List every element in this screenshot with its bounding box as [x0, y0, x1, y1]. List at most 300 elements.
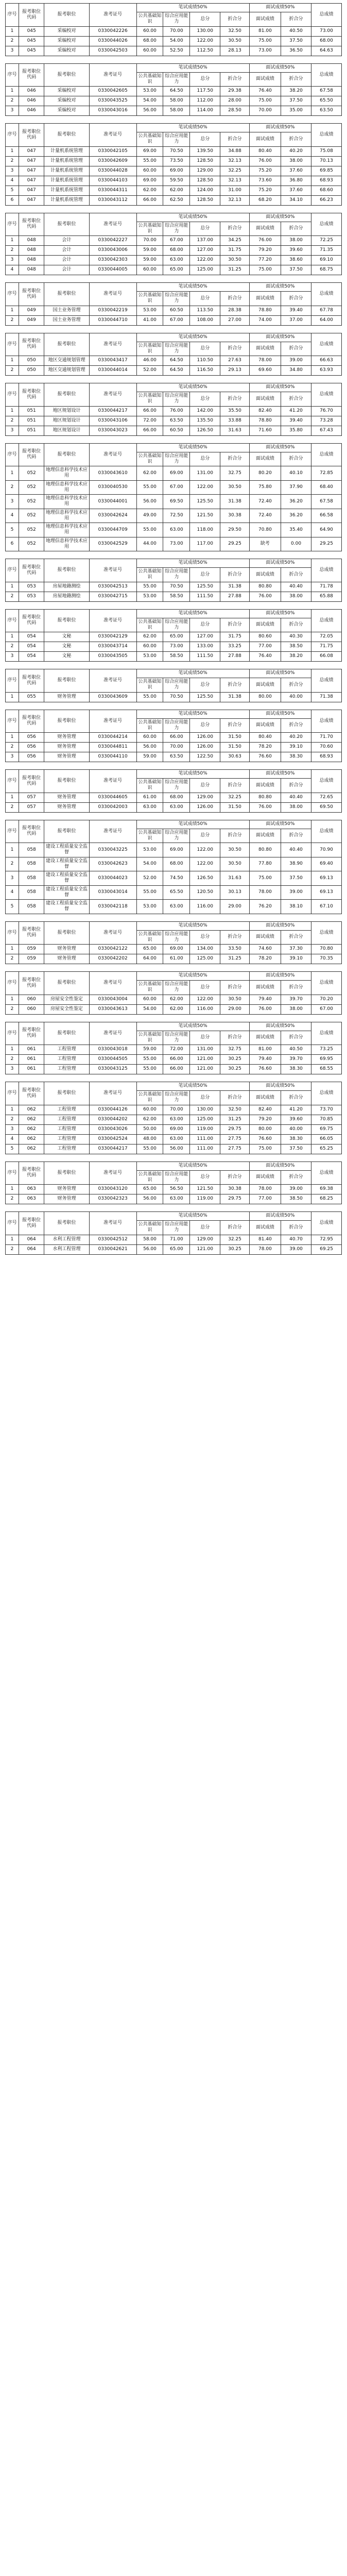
table-row: [6, 26, 342, 36]
cell-seq: 1: [6, 87, 19, 96]
cell-exam-no: 0330043006: [89, 246, 136, 256]
header-interview-score: 面试成绩: [249, 292, 281, 306]
header-gen-ability: 公共基础知识: [136, 292, 163, 306]
cell-interview-score: 76.00: [249, 592, 281, 601]
header-exam-no: 准考证号: [89, 1082, 136, 1105]
cell-pos-name: 地区规划设计: [44, 406, 89, 416]
header-pos-code: 报考职位代码: [19, 63, 44, 87]
header-interview-pct: 折合分: [281, 618, 311, 632]
cell-interview-pct: 38.00: [281, 1004, 311, 1014]
cell-written-comp: 74.50: [163, 871, 190, 886]
table-row: [6, 537, 342, 551]
cell-interview-pct: 39.00: [281, 885, 311, 900]
table-row: [6, 793, 342, 802]
cell-interview-score: 75.80: [249, 480, 281, 495]
cell-pos-code: 045: [19, 26, 44, 36]
score-table-section: [5, 559, 342, 602]
cell-interview-score: 78.00: [249, 1185, 281, 1194]
cell-total: 66.08: [311, 652, 342, 662]
header-interview-pct: 折合分: [281, 1170, 311, 1185]
cell-seq: 5: [6, 1144, 19, 1154]
header-gen-ability: 公共基础知识: [136, 981, 163, 995]
cell-written-comp: 63.00: [163, 256, 190, 265]
header-total: 总成绩: [311, 609, 342, 632]
header-written-group: 笔试成绩50%: [136, 609, 249, 618]
cell-interview-pct: 40.40: [281, 843, 311, 857]
score-table: [5, 213, 342, 276]
score-table: [5, 3, 342, 56]
header-written-total: 总分: [190, 718, 220, 733]
cell-written-comp: 69.00: [163, 843, 190, 857]
header-interview-pct: 折合分: [281, 342, 311, 356]
header-written-group: 笔试成绩50%: [136, 213, 249, 222]
header-pos-name: 报考职位: [44, 770, 89, 793]
header-exam-no: 准考证号: [89, 710, 136, 733]
cell-pos-code: 052: [19, 537, 44, 551]
header-row-group: [6, 609, 342, 618]
cell-pos-code: 047: [19, 166, 44, 176]
cell-total: 65.88: [311, 592, 342, 601]
cell-gen-ability: 55.00: [136, 1144, 163, 1154]
header-pos-code: 报考职位代码: [19, 921, 44, 945]
cell-pos-name: 房屋地籍测绘: [44, 592, 89, 601]
header-exam-no: 准考证号: [89, 820, 136, 843]
cell-interview-score: 77.20: [249, 256, 281, 265]
cell-written-total: 125.00: [190, 265, 220, 275]
cell-total: 69.50: [311, 802, 342, 812]
cell-interview-pct: 38.20: [281, 652, 311, 662]
cell-exam-no: 0330043125: [89, 1065, 136, 1074]
cell-exam-no: 0330044217: [89, 406, 136, 416]
header-gen-ability: 公共基础知识: [136, 132, 163, 147]
cell-written-total: 122.50: [190, 752, 220, 762]
cell-interview-score: 76.60: [249, 1134, 281, 1144]
header-written-group: 笔试成绩50%: [136, 1082, 249, 1091]
cell-written-pct: 27.75: [220, 1134, 250, 1144]
cell-interview-score: 78.80: [249, 306, 281, 315]
header-pos-code: 报考职位代码: [19, 283, 44, 306]
header-seq: 序号: [6, 1082, 19, 1105]
header-written-pct: 折合分: [220, 72, 250, 87]
header-written-group: 笔试成绩50%: [136, 820, 249, 829]
header-written-pct: 折合分: [220, 981, 250, 995]
cell-written-total: 129.00: [190, 166, 220, 176]
cell-written-pct: 30.38: [220, 1185, 250, 1194]
cell-written-total: 126.00: [190, 733, 220, 743]
cell-exam-no: 0330042624: [89, 509, 136, 523]
cell-interview-score: 80.40: [249, 146, 281, 156]
cell-gen-ability: 60.00: [136, 265, 163, 275]
cell-written-comp: 63.00: [163, 523, 190, 537]
header-pos-name: 报考职位: [44, 710, 89, 733]
cell-total: 65.25: [311, 1144, 342, 1154]
header-interview-pct: 折合分: [281, 12, 311, 27]
header-gen-ability: 公共基础知识: [136, 930, 163, 945]
score-table: [5, 1082, 342, 1154]
cell-written-pct: 32.25: [220, 1235, 250, 1244]
header-pos-name: 报考职位: [44, 559, 89, 582]
cell-pos-name: 房屋安全性鉴定: [44, 1004, 89, 1014]
cell-written-pct: 29.75: [220, 1124, 250, 1134]
cell-written-total: 126.50: [190, 871, 220, 886]
cell-pos-code: 059: [19, 954, 44, 964]
header-seq: 序号: [6, 1212, 19, 1235]
cell-written-pct: 32.25: [220, 166, 250, 176]
header-written-group: 笔试成绩50%: [136, 972, 249, 981]
cell-gen-ability: 69.00: [136, 146, 163, 156]
cell-written-comp: 68.00: [163, 793, 190, 802]
cell-total: 64.00: [311, 315, 342, 325]
cell-written-pct: 34.88: [220, 146, 250, 156]
cell-interview-pct: 38.00: [281, 802, 311, 812]
cell-interview-score: 76.00: [249, 1004, 281, 1014]
table-row: [6, 1134, 342, 1144]
cell-written-pct: 28.38: [220, 306, 250, 315]
cell-exam-no: 0330042129: [89, 632, 136, 642]
score-table-section: [5, 333, 342, 376]
cell-gen-ability: 55.00: [136, 523, 163, 537]
cell-written-pct: 31.50: [220, 802, 250, 812]
header-interview-score: 面试成绩: [249, 779, 281, 793]
cell-seq: 2: [6, 1055, 19, 1065]
header-exam-no: 准考证号: [89, 63, 136, 87]
cell-pos-code: 046: [19, 106, 44, 116]
header-written-pct: 折合分: [220, 779, 250, 793]
cell-total: 69.13: [311, 885, 342, 900]
header-seq: 序号: [6, 333, 19, 356]
score-table-section: [5, 971, 342, 1015]
cell-interview-score: 78.00: [249, 1244, 281, 1254]
header-total: 总成绩: [311, 669, 342, 693]
header-exam-no: 准考证号: [89, 609, 136, 632]
cell-written-pct: 30.50: [220, 480, 250, 495]
table-row: [6, 1194, 342, 1204]
header-gen-ability: 公共基础知识: [136, 678, 163, 693]
cell-gen-ability: 54.00: [136, 857, 163, 871]
cell-total: 70.85: [311, 1115, 342, 1124]
cell-exam-no: 0330044023: [89, 871, 136, 886]
cell-total: 72.85: [311, 466, 342, 481]
cell-pos-name: 地区规划设计: [44, 426, 89, 435]
cell-pos-name: 工程管理: [44, 1115, 89, 1124]
cell-seq: 3: [6, 46, 19, 56]
header-written-total: 总分: [190, 1091, 220, 1105]
cell-gen-ability: 56.00: [136, 1194, 163, 1204]
cell-written-comp: 76.00: [163, 406, 190, 416]
header-gen-ability: 公共基础知识: [136, 1221, 163, 1235]
header-interview-score: 面试成绩: [249, 222, 281, 236]
header-pos-name: 报考职位: [44, 63, 89, 87]
cell-exam-no: 0330043505: [89, 652, 136, 662]
cell-pos-code: 052: [19, 466, 44, 481]
cell-exam-no: 0330044605: [89, 793, 136, 802]
cell-interview-pct: 37.50: [281, 96, 311, 106]
cell-interview-pct: 38.50: [281, 1194, 311, 1204]
header-row-group: [6, 972, 342, 981]
cell-gen-ability: 66.00: [136, 195, 163, 205]
cell-written-pct: 31.38: [220, 495, 250, 509]
score-table: [5, 921, 342, 965]
header-interview-group: 面试成绩50%: [249, 213, 311, 222]
cell-gen-ability: 53.00: [136, 87, 163, 96]
cell-interview-pct: 39.10: [281, 743, 311, 752]
cell-written-pct: 32.50: [220, 26, 250, 36]
cell-gen-ability: 49.00: [136, 509, 163, 523]
cell-seq: 3: [6, 426, 19, 435]
cell-seq: 1: [6, 733, 19, 743]
cell-written-pct: 32.50: [220, 1105, 250, 1115]
cell-pos-code: 063: [19, 1194, 44, 1204]
score-table-section: [5, 1022, 342, 1075]
cell-total: 68.00: [311, 36, 342, 46]
cell-seq: 3: [6, 652, 19, 662]
cell-total: 69.38: [311, 1185, 342, 1194]
cell-seq: 2: [6, 1115, 19, 1124]
cell-total: 72.65: [311, 793, 342, 802]
cell-written-pct: 30.25: [220, 1055, 250, 1065]
header-exam-no: 准考证号: [89, 333, 136, 356]
score-table-section: [5, 820, 342, 914]
header-interview-group: 面试成绩50%: [249, 1022, 311, 1031]
cell-pos-name: 计量机系统管理: [44, 195, 89, 205]
cell-pos-code: 050: [19, 366, 44, 376]
table-row: [6, 632, 342, 642]
cell-written-total: 120.50: [190, 885, 220, 900]
cell-written-pct: 27.88: [220, 592, 250, 601]
cell-exam-no: 0330042529: [89, 537, 136, 551]
cell-interview-pct: 38.60: [281, 256, 311, 265]
cell-written-pct: 30.25: [220, 1244, 250, 1254]
cell-pos-code: 049: [19, 315, 44, 325]
cell-written-pct: 30.25: [220, 1065, 250, 1074]
cell-exam-no: 0330040530: [89, 480, 136, 495]
cell-gen-ability: 55.00: [136, 582, 163, 592]
header-pos-code: 报考职位代码: [19, 383, 44, 407]
cell-written-comp: 63.00: [163, 1134, 190, 1144]
cell-interview-pct: 40.00: [281, 1124, 311, 1134]
header-written-pct: 折合分: [220, 568, 250, 582]
table-row: [6, 416, 342, 426]
cell-seq: 4: [6, 265, 19, 275]
score-table: [5, 443, 342, 552]
table-row: [6, 265, 342, 275]
table-row: [6, 246, 342, 256]
table-row: [6, 523, 342, 537]
header-pos-code: 报考职位代码: [19, 820, 44, 843]
header-written-comp: 综合应用能力: [163, 1031, 190, 1045]
header-written-pct: 折合分: [220, 618, 250, 632]
table-row: [6, 592, 342, 601]
cell-gen-ability: 60.00: [136, 733, 163, 743]
score-table-section: [5, 669, 342, 702]
table-row: [6, 692, 342, 702]
cell-seq: 1: [6, 1045, 19, 1055]
cell-interview-pct: 38.50: [281, 642, 311, 652]
cell-pos-code: 046: [19, 87, 44, 96]
cell-gen-ability: 62.00: [136, 186, 163, 195]
cell-pos-name: 采编校对: [44, 96, 89, 106]
cell-seq: 1: [6, 1185, 19, 1194]
header-written-group: 笔试成绩50%: [136, 1212, 249, 1221]
cell-written-comp: 60.50: [163, 426, 190, 435]
cell-gen-ability: 56.00: [136, 743, 163, 752]
header-interview-group: 面试成绩50%: [249, 1082, 311, 1091]
cell-written-comp: 60.50: [163, 306, 190, 315]
cell-interview-pct: 0.00: [281, 537, 311, 551]
cell-seq: 2: [6, 36, 19, 46]
cell-total: 71.70: [311, 733, 342, 743]
header-row-group: [6, 1161, 342, 1170]
cell-pos-name: 采编校对: [44, 106, 89, 116]
cell-pos-code: 054: [19, 652, 44, 662]
cell-written-pct: 28.00: [220, 96, 250, 106]
cell-interview-pct: 37.50: [281, 265, 311, 275]
cell-seq: 4: [6, 1134, 19, 1144]
cell-interview-score: 69.60: [249, 366, 281, 376]
score-table-section: [5, 213, 342, 276]
cell-pos-code: 058: [19, 843, 44, 857]
cell-gen-ability: 53.00: [136, 843, 163, 857]
cell-seq: 2: [6, 480, 19, 495]
table-row: [6, 96, 342, 106]
cell-exam-no: 0330044505: [89, 1055, 136, 1065]
header-interview-pct: 折合分: [281, 930, 311, 945]
cell-written-total: 116.00: [190, 900, 220, 914]
cell-total: 72.95: [311, 1235, 342, 1244]
cell-gen-ability: 60.00: [136, 46, 163, 56]
cell-total: 63.93: [311, 366, 342, 376]
header-written-comp: 综合应用能力: [163, 718, 190, 733]
cell-pos-name: 工程管理: [44, 1105, 89, 1115]
header-interview-group: 面试成绩50%: [249, 770, 311, 779]
cell-written-pct: 30.50: [220, 843, 250, 857]
cell-exam-no: 0330042513: [89, 582, 136, 592]
cell-written-pct: 32.13: [220, 176, 250, 186]
cell-written-pct: 32.75: [220, 466, 250, 481]
table-row: [6, 1244, 342, 1254]
cell-pos-code: 061: [19, 1055, 44, 1065]
cell-total: 68.60: [311, 186, 342, 195]
table-row: [6, 195, 342, 205]
cell-interview-score: 79.40: [249, 1055, 281, 1065]
score-table: [5, 1022, 342, 1075]
header-pos-code: 报考职位代码: [19, 1022, 44, 1045]
cell-exam-no: 0330044811: [89, 743, 136, 752]
header-pos-name: 报考职位: [44, 124, 89, 147]
cell-interview-pct: 40.30: [281, 632, 311, 642]
cell-gen-ability: 54.00: [136, 96, 163, 106]
header-interview-score: 面试成绩: [249, 452, 281, 466]
cell-pos-name: 财务管理: [44, 945, 89, 954]
score-table-section: [5, 1161, 342, 1205]
header-total: 总成绩: [311, 63, 342, 87]
cell-gen-ability: 58.00: [136, 1235, 163, 1244]
cell-exam-no: 0330042524: [89, 1134, 136, 1144]
cell-interview-score: 74.60: [249, 945, 281, 954]
cell-total: 67.43: [311, 426, 342, 435]
cell-seq: 3: [6, 256, 19, 265]
header-seq: 序号: [6, 1022, 19, 1045]
header-interview-pct: 折合分: [281, 1031, 311, 1045]
header-written-total: 总分: [190, 1031, 220, 1045]
cell-pos-name: 财务管理: [44, 692, 89, 702]
cell-exam-no: 0330043023: [89, 426, 136, 435]
cell-pos-code: 058: [19, 885, 44, 900]
header-written-comp: 综合应用能力: [163, 618, 190, 632]
cell-exam-no: 0330042503: [89, 46, 136, 56]
header-written-group: 笔试成绩50%: [136, 443, 249, 452]
header-interview-group: 面试成绩50%: [249, 383, 311, 392]
header-seq: 序号: [6, 669, 19, 693]
table-row: [6, 743, 342, 752]
header-written-comp: 综合应用能力: [163, 222, 190, 236]
cell-exam-no: 0330044026: [89, 36, 136, 46]
cell-interview-score: 76.00: [249, 802, 281, 812]
header-interview-pct: 折合分: [281, 222, 311, 236]
cell-total: 69.13: [311, 871, 342, 886]
cell-interview-score: 76.60: [249, 1065, 281, 1074]
cell-written-total: 128.50: [190, 195, 220, 205]
cell-interview-score: 75.00: [249, 871, 281, 886]
header-written-pct: 折合分: [220, 292, 250, 306]
cell-pos-code: 052: [19, 480, 44, 495]
cell-written-total: 125.50: [190, 495, 220, 509]
cell-exam-no: 0330044014: [89, 366, 136, 376]
table-row: [6, 156, 342, 166]
cell-seq: 2: [6, 156, 19, 166]
cell-interview-pct: 38.00: [281, 236, 311, 246]
cell-gen-ability: 60.00: [136, 642, 163, 652]
cell-written-total: 126.00: [190, 802, 220, 812]
header-written-pct: 折合分: [220, 718, 250, 733]
cell-interview-score: 68.20: [249, 195, 281, 205]
cell-total: 66.63: [311, 356, 342, 366]
cell-interview-score: 80.80: [249, 793, 281, 802]
header-interview-score: 面试成绩: [249, 718, 281, 733]
score-table: [5, 820, 342, 914]
cell-written-total: 139.50: [190, 146, 220, 156]
cell-pos-name: 财务管理: [44, 733, 89, 743]
table-row: [6, 995, 342, 1004]
cell-total: 70.60: [311, 743, 342, 752]
header-exam-no: 准考证号: [89, 213, 136, 236]
cell-exam-no: 0330042003: [89, 802, 136, 812]
header-written-pct: 折合分: [220, 930, 250, 945]
cell-pos-name: 建设工程质量安全监督: [44, 900, 89, 914]
header-pos-code: 报考职位代码: [19, 213, 44, 236]
header-seq: 序号: [6, 124, 19, 147]
cell-interview-score: 75.00: [249, 36, 281, 46]
cell-pos-code: 056: [19, 752, 44, 762]
header-exam-no: 准考证号: [89, 1022, 136, 1045]
cell-exam-no: 0330042118: [89, 900, 136, 914]
score-table-section: [5, 443, 342, 552]
header-interview-pct: 折合分: [281, 72, 311, 87]
cell-pos-code: 063: [19, 1185, 44, 1194]
header-interview-score: 面试成绩: [249, 1170, 281, 1185]
header-row-group: [6, 383, 342, 392]
cell-written-comp: 54.00: [163, 36, 190, 46]
cell-pos-code: 047: [19, 156, 44, 166]
cell-interview-score: 72.40: [249, 509, 281, 523]
cell-interview-pct: 36.50: [281, 46, 311, 56]
header-gen-ability: 公共基础知识: [136, 1170, 163, 1185]
header-written-group: 笔试成绩50%: [136, 4, 249, 12]
header-seq: 序号: [6, 770, 19, 793]
cell-written-total: 126.50: [190, 426, 220, 435]
cell-gen-ability: 55.00: [136, 156, 163, 166]
cell-interview-score: 81.00: [249, 26, 281, 36]
